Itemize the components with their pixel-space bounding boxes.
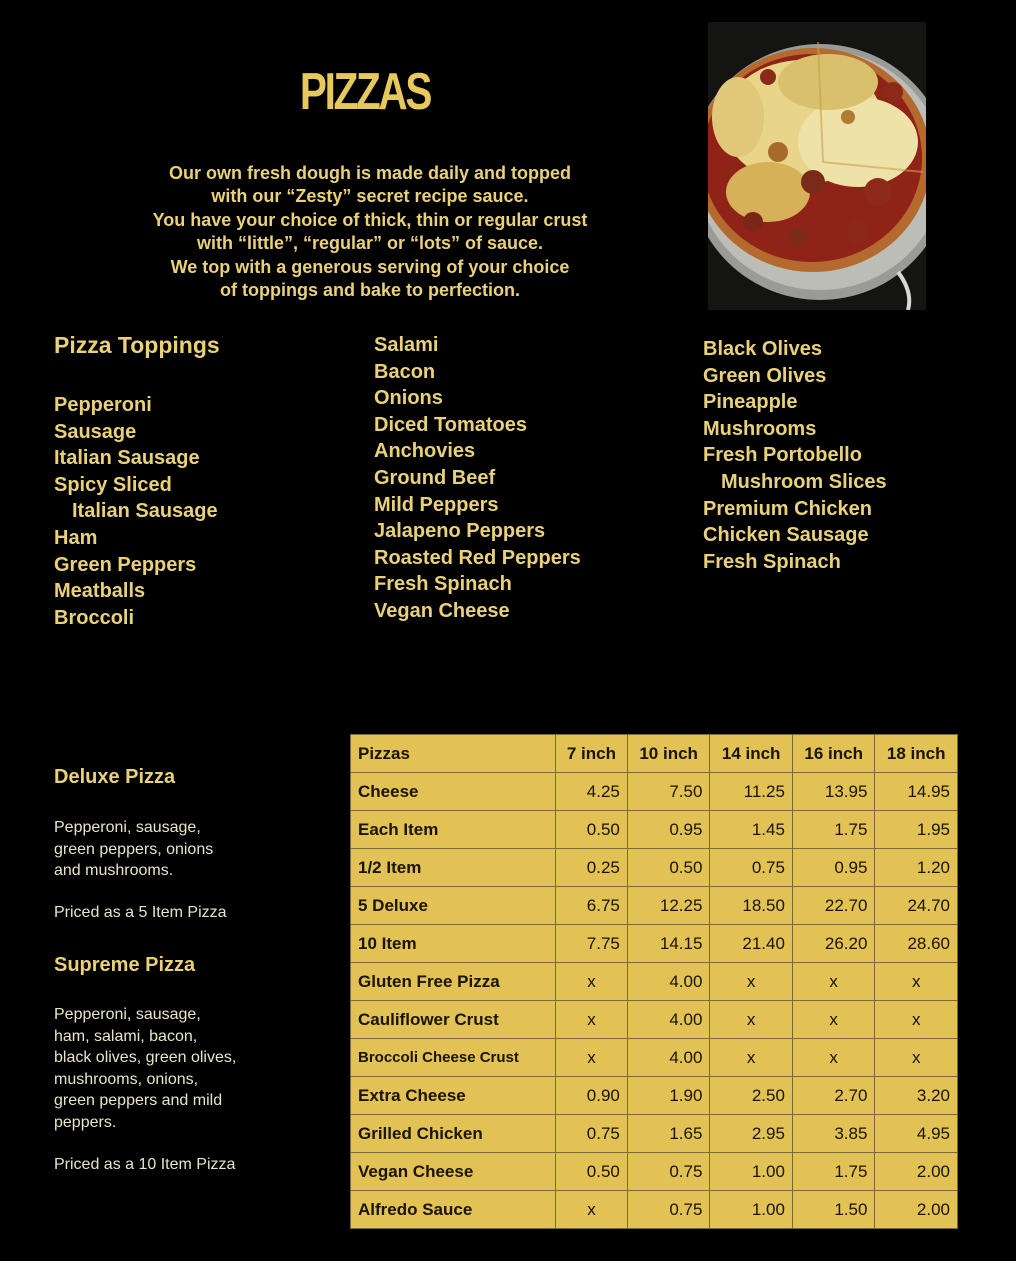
price-cell: 2.95	[710, 1115, 793, 1153]
topping-item: Broccoli	[54, 606, 135, 629]
deluxe-heading: Deluxe Pizza	[54, 766, 176, 788]
deluxe-price-note: Priced as a 5 Item Pizza	[54, 904, 227, 921]
price-cell: x	[792, 963, 875, 1001]
intro-line: with our “Zesty” secret recipe sauce.	[211, 186, 529, 207]
price-cell: 2.00	[875, 1153, 958, 1191]
toppings-column-1	[54, 392, 218, 631]
price-cell: 2.70	[792, 1077, 875, 1115]
table-row	[351, 1077, 958, 1115]
topping-item: Diced Tomatoes	[374, 413, 527, 436]
price-cell: 1.65	[627, 1115, 710, 1153]
price-cell: x	[556, 1191, 628, 1229]
price-cell: 3.20	[875, 1077, 958, 1115]
price-cell: 1.75	[792, 1153, 875, 1191]
price-cell: 0.95	[792, 849, 875, 887]
price-cell: x	[556, 963, 628, 1001]
price-cell: x	[556, 1039, 628, 1077]
topping-item: Salami	[374, 334, 439, 356]
topping-item: Spicy Sliced	[54, 473, 172, 496]
price-table-body	[351, 773, 958, 1229]
description-line: ham, salami, bacon,	[54, 1027, 198, 1045]
intro-line: with “little”, “regular” or “lots” of sauce.	[196, 233, 544, 254]
price-cell: x	[792, 1001, 875, 1039]
price-cell: 14.15	[627, 925, 710, 963]
price-cell: 1.00	[710, 1153, 793, 1191]
deluxe-description	[54, 817, 294, 882]
description-line: Pepperoni, sausage,	[54, 1006, 201, 1023]
table-row	[351, 1001, 958, 1039]
price-cell: x	[556, 1001, 628, 1039]
topping-item: Black Olives	[703, 338, 822, 360]
price-cell: 1.45	[710, 811, 793, 849]
row-label: Alfredo Sauce	[351, 1191, 556, 1229]
table-row	[351, 773, 958, 811]
price-cell: 0.75	[627, 1153, 710, 1191]
price-cell: 7.75	[556, 925, 628, 963]
topping-item: Fresh Portobello	[703, 444, 862, 467]
price-cell: 26.20	[792, 925, 875, 963]
topping-item: Chicken Sausage	[703, 524, 869, 547]
topping-item: Ground Beef	[374, 466, 496, 489]
price-cell: 0.50	[556, 811, 628, 849]
price-cell: 4.00	[627, 963, 710, 1001]
pizza-photo	[708, 22, 926, 310]
topping-item: Sausage	[54, 420, 137, 443]
table-row	[351, 1153, 958, 1191]
topping-item: Ham	[54, 526, 98, 549]
price-cell: x	[792, 1039, 875, 1077]
price-cell: 4.00	[627, 1001, 710, 1039]
price-cell: 18.50	[710, 887, 793, 925]
topping-item: Meatballs	[54, 580, 146, 603]
intro-line: of toppings and bake to perfection.	[219, 280, 520, 301]
price-cell: 0.75	[710, 849, 793, 887]
row-label: Broccoli Cheese Crust	[351, 1039, 556, 1077]
price-cell: 1.00	[710, 1191, 793, 1229]
price-cell: x	[710, 963, 793, 1001]
price-cell: 1.90	[627, 1077, 710, 1115]
column-header: 14 inch	[710, 735, 793, 773]
topping-item: Fresh Spinach	[703, 550, 841, 573]
topping-item: Premium Chicken	[703, 497, 872, 520]
price-cell: 3.85	[792, 1115, 875, 1153]
price-cell: 2.50	[710, 1077, 793, 1115]
topping-item: Pepperoni	[54, 394, 152, 416]
column-header: 10 inch	[627, 735, 710, 773]
supreme-description	[54, 1004, 294, 1133]
price-cell: 22.70	[792, 887, 875, 925]
table-row	[351, 849, 958, 887]
price-cell: 7.50	[627, 773, 710, 811]
table-row	[351, 963, 958, 1001]
intro-line: You have your choice of thick, thin or regular crust	[152, 209, 588, 230]
price-cell: 1.50	[792, 1191, 875, 1229]
description-line: mushrooms, onions,	[54, 1070, 199, 1088]
row-label: Cheese	[351, 773, 556, 811]
price-cell: 0.50	[627, 849, 710, 887]
topping-item: Vegan Cheese	[374, 599, 510, 622]
supreme-price-note: Priced as a 10 Item Pizza	[54, 1156, 236, 1173]
description-line: green peppers, onions	[54, 840, 214, 858]
column-header: Pizzas	[351, 735, 556, 773]
row-label: 5 Deluxe	[351, 887, 556, 925]
description-line: peppers.	[54, 1113, 117, 1131]
topping-item: Mild Peppers	[374, 493, 499, 516]
row-label: Vegan Cheese	[351, 1153, 556, 1191]
row-label: 1/2 Item	[351, 849, 556, 887]
topping-item: Bacon	[374, 360, 436, 383]
price-cell: x	[710, 1001, 793, 1039]
price-cell: 4.95	[875, 1115, 958, 1153]
price-cell: x	[875, 1039, 958, 1077]
description-line: Pepperoni, sausage,	[54, 819, 201, 836]
topping-item: Green Olives	[703, 364, 827, 387]
table-row	[351, 925, 958, 963]
price-cell: x	[710, 1039, 793, 1077]
price-cell: 11.25	[710, 773, 793, 811]
topping-item: Mushrooms	[703, 417, 817, 440]
price-cell: 14.95	[875, 773, 958, 811]
price-cell: 0.75	[627, 1191, 710, 1229]
price-cell: 0.95	[627, 811, 710, 849]
table-row	[351, 1191, 958, 1229]
row-label: Grilled Chicken	[351, 1115, 556, 1153]
price-cell: 24.70	[875, 887, 958, 925]
price-cell: 21.40	[710, 925, 793, 963]
price-cell: 4.00	[627, 1039, 710, 1077]
price-cell: 4.25	[556, 773, 628, 811]
topping-item: Jalapeno Peppers	[374, 520, 546, 543]
page-title: PIZZAS	[299, 63, 431, 121]
description-line: and mushrooms.	[54, 862, 174, 879]
topping-item: Pineapple	[703, 391, 798, 414]
row-label: Each Item	[351, 811, 556, 849]
price-cell: 1.95	[875, 811, 958, 849]
column-header: 16 inch	[792, 735, 875, 773]
toppings-heading: Pizza Toppings	[54, 332, 220, 358]
price-cell: 1.20	[875, 849, 958, 887]
row-label: Cauliflower Crust	[351, 1001, 556, 1039]
price-cell: 6.75	[556, 887, 628, 925]
row-label: 10 Item	[351, 925, 556, 963]
price-cell: x	[875, 963, 958, 1001]
intro-line: We top with a generous serving of your choice	[170, 256, 570, 277]
column-header: 7 inch	[556, 735, 628, 773]
table-row	[351, 887, 958, 925]
price-cell: 0.75	[556, 1115, 628, 1153]
toppings-column-3	[703, 336, 887, 575]
intro-line: Our own fresh dough is made daily and topped	[168, 163, 572, 183]
description-line: black olives, green olives,	[54, 1049, 237, 1066]
table-row	[351, 1039, 958, 1077]
price-cell: 12.25	[627, 887, 710, 925]
table-row	[351, 1115, 958, 1153]
topping-item: Onions	[374, 387, 443, 410]
price-cell: 1.75	[792, 811, 875, 849]
topping-item: Green Peppers	[54, 553, 197, 576]
description-line: green peppers and mild	[54, 1092, 223, 1109]
topping-item: Italian Sausage	[72, 500, 218, 523]
topping-item: Italian Sausage	[54, 447, 200, 470]
topping-item: Anchovies	[374, 440, 476, 463]
topping-item: Fresh Spinach	[374, 573, 512, 596]
price-cell: 0.90	[556, 1077, 628, 1115]
price-table	[350, 734, 958, 1229]
price-cell: 28.60	[875, 925, 958, 963]
price-cell: 2.00	[875, 1191, 958, 1229]
table-row	[351, 811, 958, 849]
table-header-row	[351, 735, 958, 773]
row-label: Gluten Free Pizza	[351, 963, 556, 1001]
supreme-heading: Supreme Pizza	[54, 954, 196, 976]
toppings-column-2	[374, 332, 581, 625]
price-cell: 0.25	[556, 849, 628, 887]
intro-text	[90, 162, 650, 302]
price-cell: 13.95	[792, 773, 875, 811]
price-cell: x	[875, 1001, 958, 1039]
column-header: 18 inch	[875, 735, 958, 773]
topping-item: Roasted Red Peppers	[374, 546, 581, 569]
price-cell: 0.50	[556, 1153, 628, 1191]
row-label: Extra Cheese	[351, 1077, 556, 1115]
topping-item: Mushroom Slices	[721, 470, 887, 493]
